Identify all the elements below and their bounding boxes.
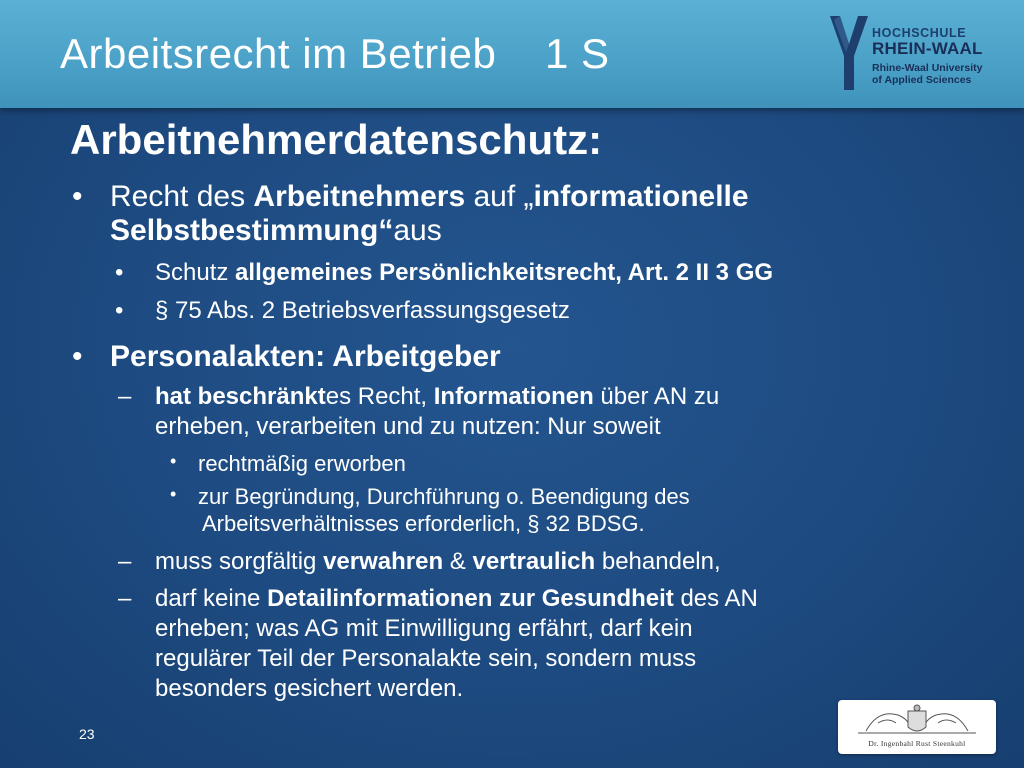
dash-marker: – xyxy=(118,585,132,612)
logo-line-rhein-waal: RHEIN-WAAL xyxy=(872,39,983,58)
seal-caption: Dr. Ingenbahl Rust Steenkuhl xyxy=(868,739,966,748)
dash-marker: – xyxy=(118,548,132,575)
page-number: 23 xyxy=(79,726,95,742)
dash-marker: – xyxy=(118,383,132,410)
dash-3-line-1: darf keine Detailinformationen zur Gesundheit des AN xyxy=(155,585,758,612)
slide-heading: Arbeitnehmerdatenschutz: xyxy=(70,116,603,163)
dash-3-line-2: erheben; was AG mit Einwilligung erfährt, darf kein xyxy=(155,615,693,642)
sub-bullet-2: § 75 Abs. 2 Betriebsverfassungsgesetz xyxy=(155,297,570,324)
logo-line-hochschule: HOCHSCHULE xyxy=(872,26,967,40)
dash-1-line-2: erheben, verarbeiten und zu nutzen: Nur soweit xyxy=(155,413,661,440)
tertiary-bullet-2-line-2: Arbeitsverhältnisses erforderlich, § 32 BDSG. xyxy=(202,511,645,536)
tertiary-bullet-2-line-1: zur Begründung, Durchführung o. Beendigung des xyxy=(198,484,690,509)
tertiary-bullet-marker: • xyxy=(170,484,177,504)
dash-2: muss sorgfältig verwahren & vertraulich behandeln, xyxy=(155,548,721,575)
dash-3-line-3: regulärer Teil der Personalakte sein, sondern muss xyxy=(155,645,697,672)
bullet-2: Personalakten: Arbeitgeber xyxy=(110,340,501,373)
bullet-marker: • xyxy=(72,340,83,373)
logo-line-university: Rhine-Waal University xyxy=(872,62,983,74)
dash-3-line-4: besonders gesichert werden. xyxy=(155,675,464,702)
bullet-1-line-1: Recht des Arbeitnehmers auf „informationelle xyxy=(110,180,749,213)
bullet-marker: • xyxy=(72,180,83,213)
law-firm-seal xyxy=(838,700,996,754)
bullet-1-line-2: Selbstbestimmung“aus xyxy=(110,214,442,247)
tertiary-bullet-marker: • xyxy=(170,451,177,471)
sub-bullet-1: Schutz allgemeines Persönlichkeitsrecht, Art. 2 II 3 GG xyxy=(155,259,774,286)
sub-bullet-marker: • xyxy=(115,297,124,324)
dash-1-line-1: hat beschränktes Recht, Informationen über AN zu xyxy=(155,383,720,410)
coat-of-arms-icon xyxy=(848,703,986,739)
sub-bullet-marker: • xyxy=(115,259,124,286)
tertiary-bullet-1: rechtmäßig erworben xyxy=(198,451,406,476)
logo-line-applied-sciences: of Applied Sciences xyxy=(872,74,972,86)
slide-title: Arbeitsrecht im Betrieb 1 S xyxy=(60,30,610,77)
